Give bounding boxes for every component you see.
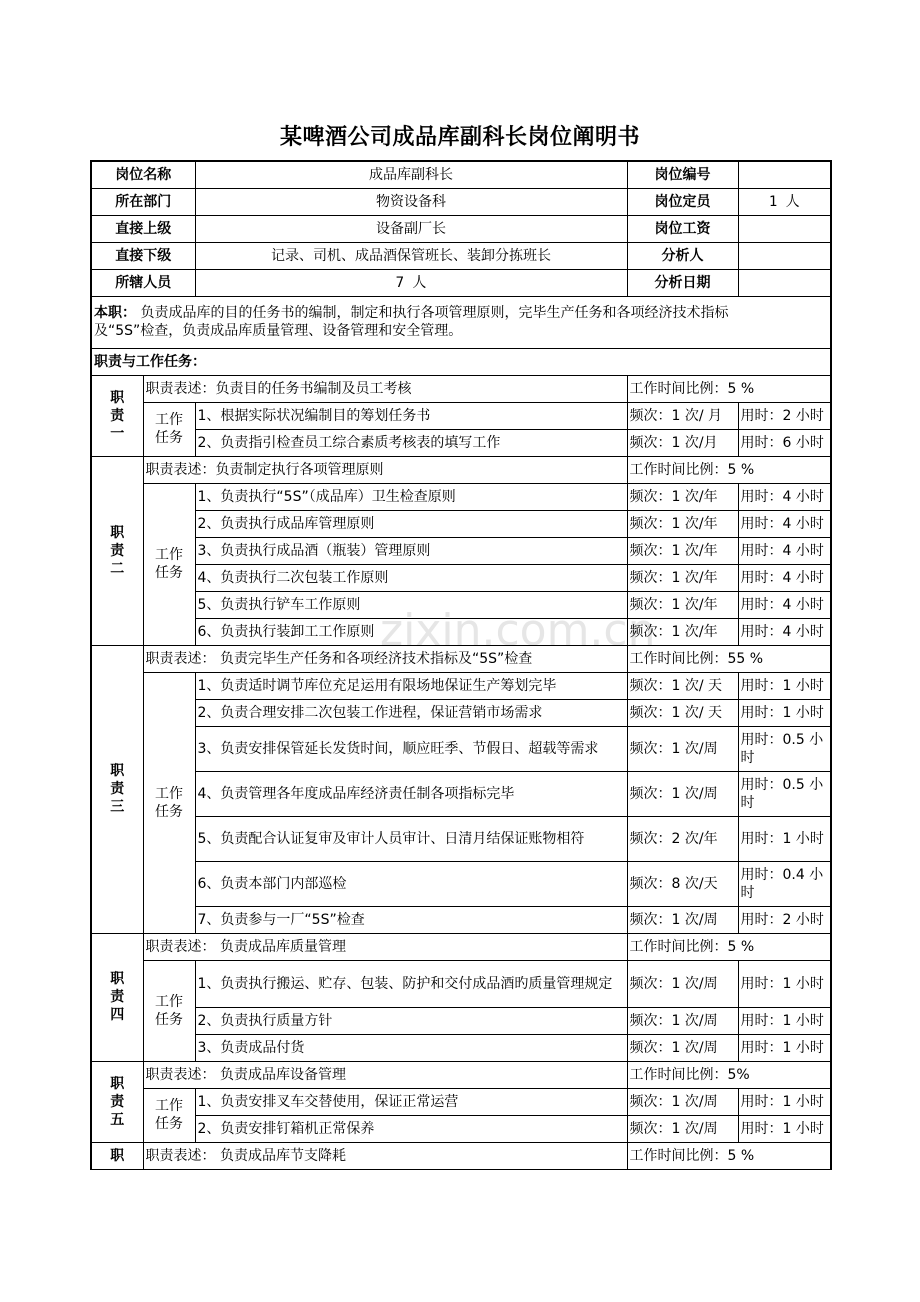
duty-2-task-6-freq: 频次：1 次/年	[627, 618, 738, 645]
duty-2-task-6: 6、负责执行装卸工工作原则	[195, 618, 627, 645]
duty-4-task-1: 1、负责执行搬运、贮存、包装、防护和交付成品酒旳质量管理规定	[195, 960, 627, 1007]
duty-1-task-label: 工作 任务	[143, 402, 195, 456]
duty-1-task-1-freq: 频次：1 次/ 月	[627, 402, 738, 429]
label-position-name: 岗位名称	[91, 161, 195, 188]
duty-4-ratio: 工作时间比例：5 %	[627, 933, 831, 960]
job-summary-line1: 负责成品库的目的任务书的编制，制定和执行各项管理原则，完毕生产任务和各项经济技术指标	[140, 305, 729, 321]
value-position-salary	[738, 215, 831, 242]
duty-2-task-5: 5、负责执行铲车工作原则	[195, 591, 627, 618]
duty-3-task-6: 6、负责本部门内部巡检	[195, 861, 627, 906]
duty-3-task-1-freq: 频次：1 次/ 天	[627, 672, 738, 699]
duty-3-task-7-time: 用时：2 小时	[738, 906, 831, 933]
duty-2-task-1: 1、负责执行“5S”（成品库）卫生检查原则	[195, 483, 627, 510]
duty-3-label: 职 责 三	[91, 645, 143, 933]
duty-3-task-3-freq: 频次：1 次/周	[627, 726, 738, 771]
duty-4-task-2-time: 用时：1 小时	[738, 1007, 831, 1034]
duty-1-task-2-time: 用时：6 小时	[738, 429, 831, 456]
duty-2-task-5-freq: 频次：1 次/年	[627, 591, 738, 618]
duty-4-task-1-freq: 频次：1 次/周	[627, 960, 738, 1007]
duty-3-task-5-freq: 频次：2 次/年	[627, 816, 738, 861]
duty-5-task-1: 1、负责安排叉车交替使用，保证正常运营	[195, 1088, 627, 1115]
duty-2-task-4: 4、负责执行二次包装工作原则	[195, 564, 627, 591]
duty-2-ratio: 工作时间比例：5 %	[627, 456, 831, 483]
duty-5-task-2-time: 用时：1 小时	[738, 1115, 831, 1142]
watermark: zixin.com.cn	[380, 605, 656, 656]
duty-2-label: 职 责 二	[91, 456, 143, 645]
duty-4-label: 职 责 四	[91, 933, 143, 1061]
duty-2-task-2-time: 用时：4 小时	[738, 510, 831, 537]
value-analysis-date	[738, 269, 831, 296]
duty-5-ratio: 工作时间比例：5%	[627, 1061, 831, 1088]
duty-1-label: 职 责 一	[91, 375, 143, 456]
duty-3-task-5-time: 用时：1 小时	[738, 816, 831, 861]
duty-3-task-7-freq: 频次：1 次/周	[627, 906, 738, 933]
job-summary	[91, 296, 831, 348]
value-position-name: 成品库副科长	[195, 161, 627, 188]
duty-3-task-2-freq: 频次：1 次/ 天	[627, 699, 738, 726]
duty-2-task-3-time: 用时：4 小时	[738, 537, 831, 564]
value-staff-count: 7 人	[195, 269, 627, 296]
duty-3-task-4-freq: 频次：1 次/周	[627, 771, 738, 816]
value-headcount: 1 人	[738, 188, 831, 215]
duty-2-task-1-freq: 频次：1 次/年	[627, 483, 738, 510]
label-position-salary: 岗位工资	[627, 215, 738, 242]
duty-3-task-2-time: 用时：1 小时	[738, 699, 831, 726]
job-summary-label: 本职：	[94, 305, 136, 321]
duty-6-label: 职	[91, 1142, 143, 1169]
label-headcount: 岗位定员	[627, 188, 738, 215]
duty-4-desc: 职责表述： 负责成品库质量管理	[143, 933, 627, 960]
duty-2-task-1-time: 用时：4 小时	[738, 483, 831, 510]
job-summary-line2: 及“5S”检查，负责成品库质量管理、设备管理和安全管理。	[94, 323, 463, 339]
duty-4-task-1-time: 用时：1 小时	[738, 960, 831, 1007]
duty-3-desc: 职责表述： 负责完毕生产任务和各项经济技术指标及“5S”检查	[143, 645, 627, 672]
duty-1-task-2-freq: 频次：1 次/月	[627, 429, 738, 456]
value-analyst	[738, 242, 831, 269]
duty-4-task-3-freq: 频次：1 次/周	[627, 1034, 738, 1061]
duty-3-task-label: 工作 任务	[143, 672, 195, 933]
duty-1-task-1-time: 用时：2 小时	[738, 402, 831, 429]
duty-2-task-2: 2、负责执行成品库管理原则	[195, 510, 627, 537]
duty-3-task-7: 7、负责参与一厂“5S”检查	[195, 906, 627, 933]
label-direct-superior: 直接上级	[91, 215, 195, 242]
duty-4-task-3-time: 用时：1 小时	[738, 1034, 831, 1061]
duty-2-task-3: 3、负责执行成品酒（瓶装）管理原则	[195, 537, 627, 564]
label-department: 所在部门	[91, 188, 195, 215]
section-title: 职责与工作任务：	[91, 348, 831, 375]
duty-5-task-label: 工作 任务	[143, 1088, 195, 1142]
duty-3-task-1-time: 用时：1 小时	[738, 672, 831, 699]
label-position-code: 岗位编号	[627, 161, 738, 188]
duty-1-desc: 职责表述：负责目的任务书编制及员工考核	[143, 375, 627, 402]
duty-2-desc: 职责表述：负责制定执行各项管理原则	[143, 456, 627, 483]
duty-3-task-3: 3、负责安排保管延长发货时间，顺应旺季、节假日、超载等需求	[195, 726, 627, 771]
duty-3-task-4-time: 用时：0.5 小时	[738, 771, 831, 816]
duty-5-task-1-freq: 频次：1 次/周	[627, 1088, 738, 1115]
duty-4-task-2-freq: 频次：1 次/周	[627, 1007, 738, 1034]
duty-2-task-2-freq: 频次：1 次/年	[627, 510, 738, 537]
duty-3-task-1: 1、负责适时调节库位充足运用有限场地保证生产筹划完毕	[195, 672, 627, 699]
label-direct-subordinates: 直接下级	[91, 242, 195, 269]
duty-2-task-label: 工作 任务	[143, 483, 195, 645]
duty-3-task-3-time: 用时：0.5 小时	[738, 726, 831, 771]
duty-5-task-2-freq: 频次：1 次/周	[627, 1115, 738, 1142]
duty-1-task-2: 2、负责指引检查员工综合素质考核表的填写工作	[195, 429, 627, 456]
value-department: 物资设备科	[195, 188, 627, 215]
duty-4-task-label: 工作 任务	[143, 960, 195, 1061]
duty-1-ratio: 工作时间比例：5 %	[627, 375, 831, 402]
duty-2-task-4-freq: 频次：1 次/年	[627, 564, 738, 591]
duty-1-task-1: 1、根据实际状况编制目的筹划任务书	[195, 402, 627, 429]
value-direct-subordinates: 记录、司机、成品酒保管班长、装卸分拣班长	[195, 242, 627, 269]
duty-4-task-2: 2、负责执行质量方针	[195, 1007, 627, 1034]
value-direct-superior: 设备副厂长	[195, 215, 627, 242]
duty-3-task-4: 4、负责管理各年度成品库经济责任制各项指标完毕	[195, 771, 627, 816]
duty-5-task-1-time: 用时：1 小时	[738, 1088, 831, 1115]
document-title: 某啤酒公司成品库副科长岗位阐明书	[279, 125, 640, 150]
duty-2-task-6-time: 用时：4 小时	[738, 618, 831, 645]
duty-6-desc: 职责表述： 负责成品库节支降耗	[143, 1142, 627, 1169]
duty-3-task-2: 2、负责合理安排二次包装工作进程，保证营销市场需求	[195, 699, 627, 726]
duty-6-ratio: 工作时间比例：5 %	[627, 1142, 831, 1169]
label-analyst: 分析人	[627, 242, 738, 269]
duty-3-task-6-time: 用时：0.4 小时	[738, 861, 831, 906]
duty-2-task-4-time: 用时：4 小时	[738, 564, 831, 591]
duty-5-desc: 职责表述： 负责成品库设备管理	[143, 1061, 627, 1088]
duty-5-label: 职 责 五	[91, 1061, 143, 1142]
position-description-table	[90, 160, 832, 1170]
duty-3-ratio: 工作时间比例：55 %	[627, 645, 831, 672]
duty-5-task-2: 2、负责安排钉箱机正常保养	[195, 1115, 627, 1142]
duty-2-task-3-freq: 频次：1 次/年	[627, 537, 738, 564]
duty-3-task-5: 5、负责配合认证复审及审计人员审计、日清月结保证账物相符	[195, 816, 627, 861]
duty-2-task-5-time: 用时：4 小时	[738, 591, 831, 618]
label-analysis-date: 分析日期	[627, 269, 738, 296]
duty-4-task-3: 3、负责成品付货	[195, 1034, 627, 1061]
value-position-code	[738, 161, 831, 188]
label-staff-count: 所辖人员	[91, 269, 195, 296]
duty-3-task-6-freq: 频次：8 次/天	[627, 861, 738, 906]
